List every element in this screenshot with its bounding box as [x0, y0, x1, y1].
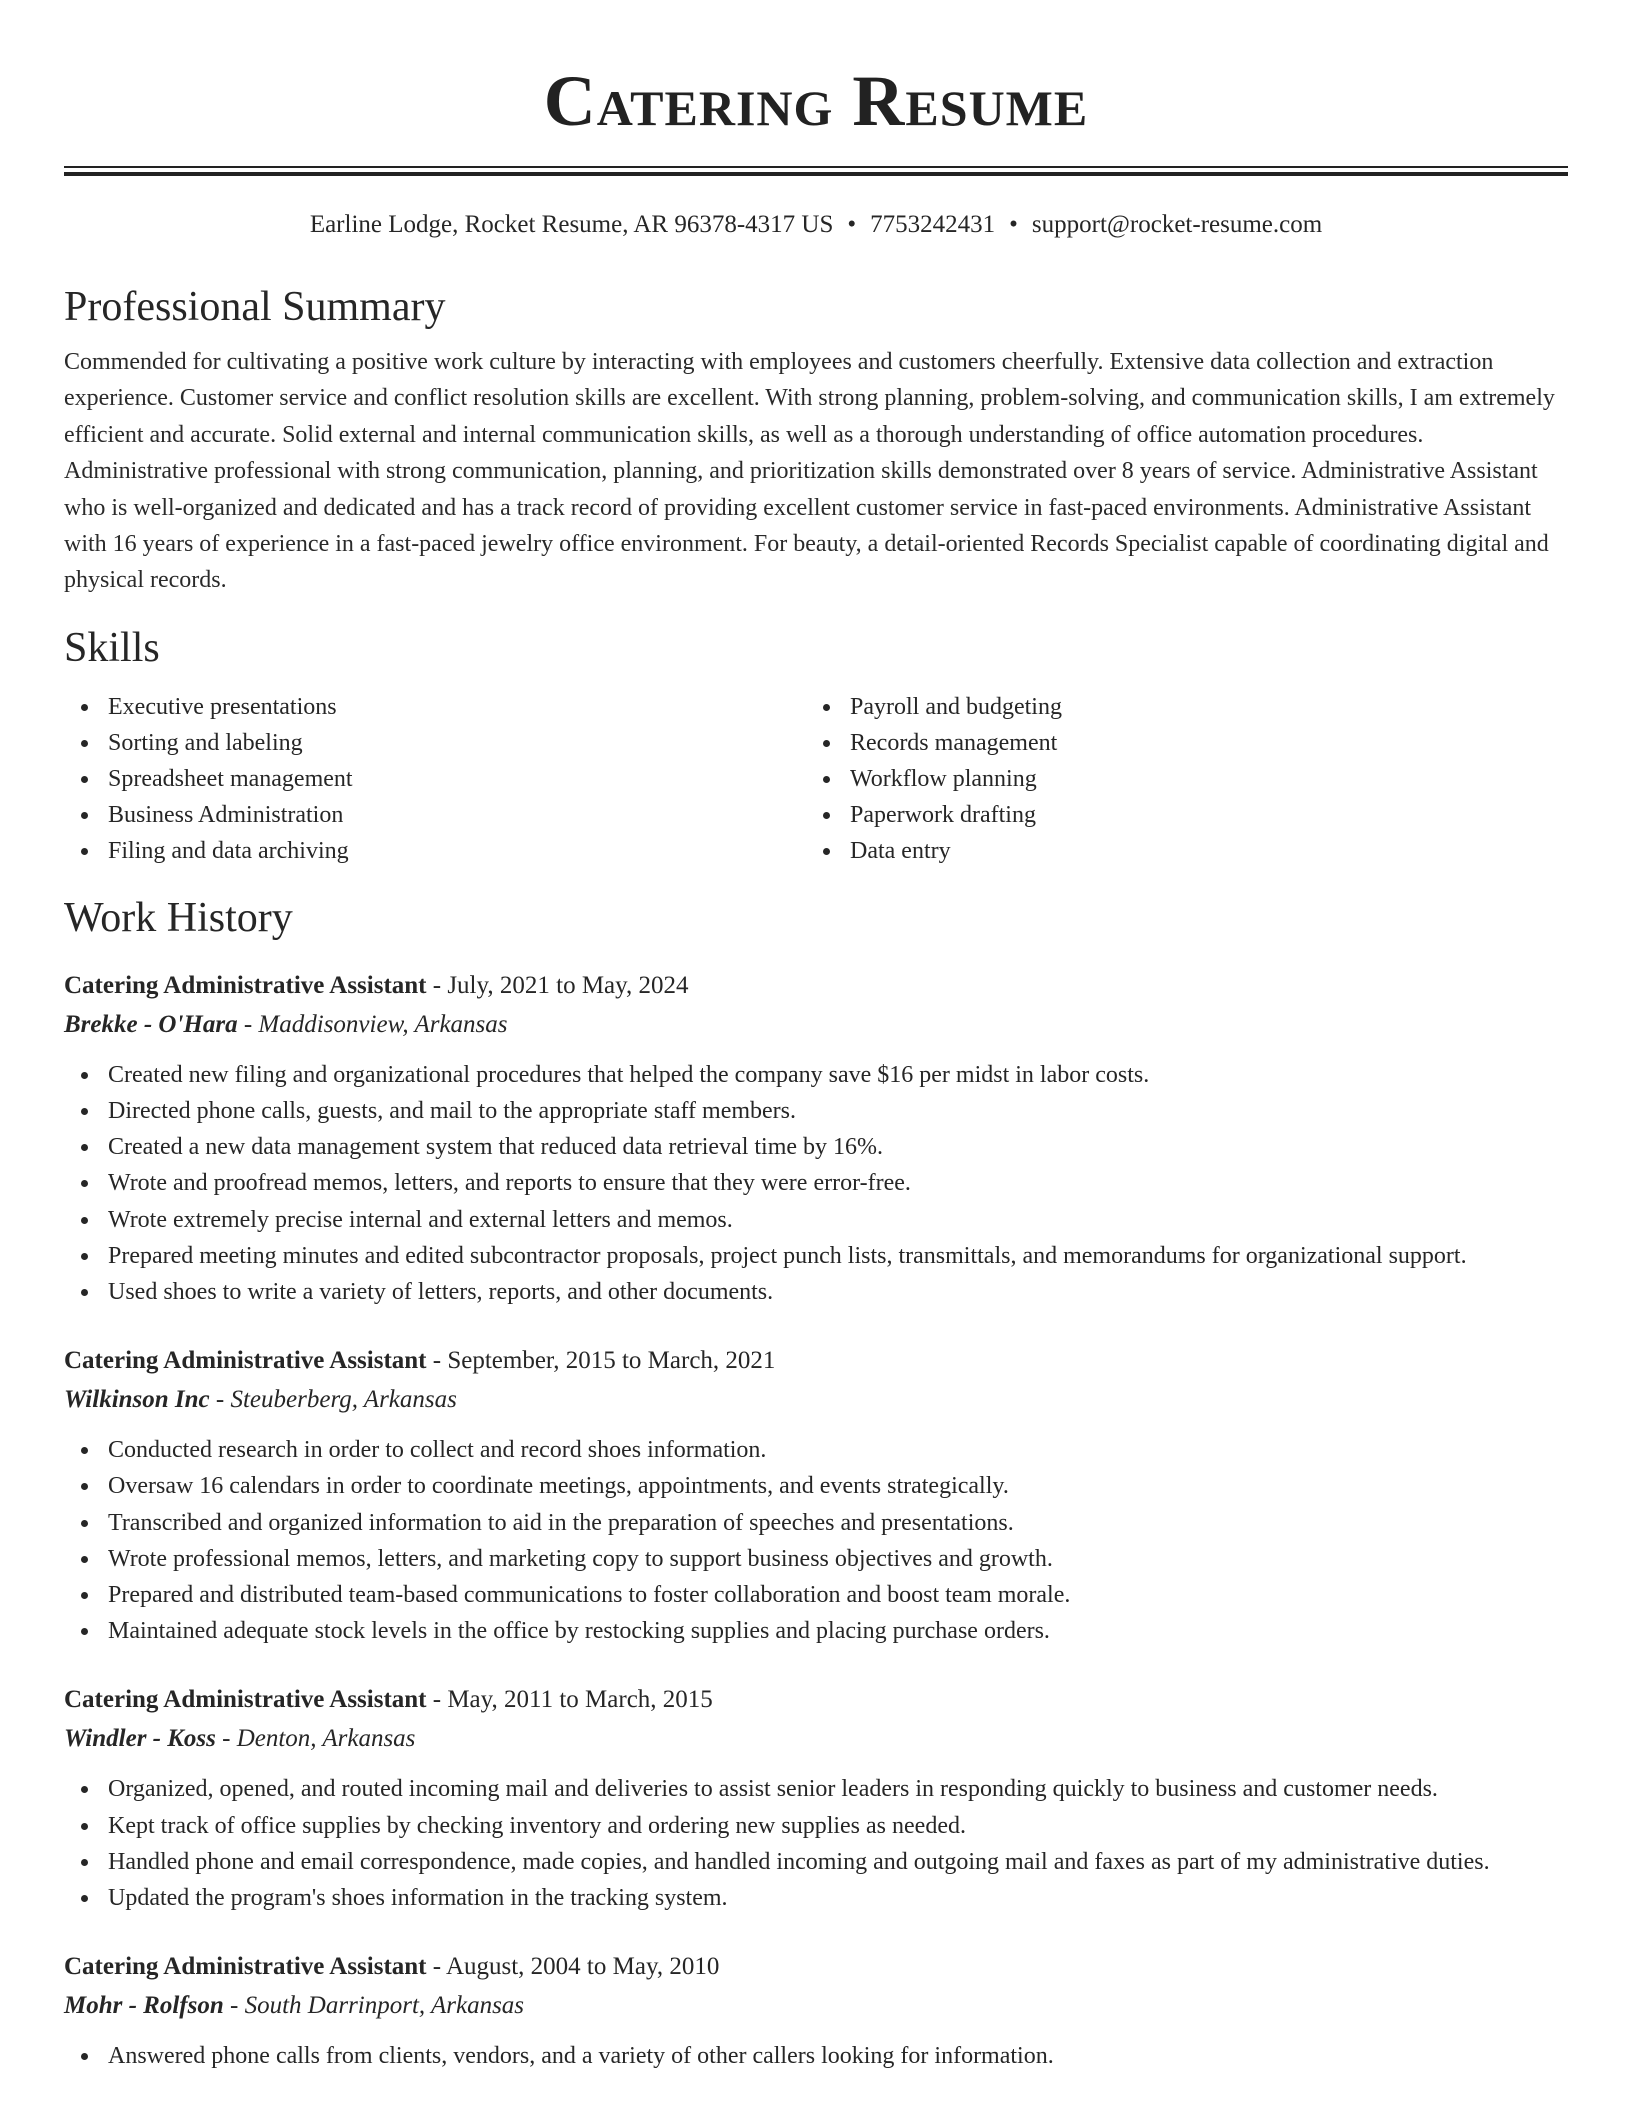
- job-bullet: Kept track of office supplies by checking inventory and ordering new supplies as needed.: [64, 1808, 1568, 1844]
- skill-item: Filing and data archiving: [64, 833, 806, 869]
- skills-heading: Skills: [64, 624, 160, 671]
- job-bullet: Prepared meeting minutes and edited subcontractor proposals, project punch lists, transmittals, and memorandums for organizational support.: [64, 1238, 1568, 1274]
- skill-item: Spreadsheet management: [64, 761, 806, 797]
- job-company-line: [64, 1986, 1568, 2026]
- job-bullet: Wrote and proofread memos, letters, and reports to ensure that they were error-free.: [64, 1165, 1568, 1201]
- job-bullet: Oversaw 16 calendars in order to coordinate meetings, appointments, and events strategically.: [64, 1468, 1568, 1504]
- job-bullet: Used shoes to write a variety of letters, reports, and other documents.: [64, 1274, 1568, 1310]
- skills-columns: [64, 689, 1568, 869]
- job-bullet: Wrote extremely precise internal and external letters and memos.: [64, 1202, 1568, 1238]
- job-bullet: Created a new data management system that reduced data retrieval time by 16%.: [64, 1129, 1568, 1165]
- job-bullet: Directed phone calls, guests, and mail to the appropriate staff members.: [64, 1093, 1568, 1129]
- job-dates: - July, 2021 to May, 2024: [426, 971, 689, 999]
- job-bullet: Conducted research in order to collect and record shoes information.: [64, 1432, 1568, 1468]
- job-company-line: [64, 1380, 1568, 1420]
- skill-item: Data entry: [806, 833, 1548, 869]
- job-title-line: [64, 1948, 1568, 1986]
- job-role: Catering Administrative Assistant: [64, 1686, 427, 1714]
- job-location: - South Darrinport, Arkansas: [223, 1992, 525, 2020]
- job-entry: [64, 1681, 1568, 1916]
- job-bullet: Maintained adequate stock levels in the office by restocking supplies and placing purchase orders.: [64, 1613, 1568, 1649]
- job-title-line: [64, 967, 1568, 1005]
- skills-list-left: [64, 689, 806, 869]
- contact-address: Earline Lodge, Rocket Resume, AR 96378-4317 US: [309, 211, 834, 238]
- job-company: Wilkinson Inc: [64, 1386, 210, 1414]
- job-dates: - September, 2015 to March, 2021: [426, 1347, 776, 1375]
- job-bullets: [64, 1771, 1568, 1916]
- contact-separator: •: [1009, 211, 1018, 238]
- job-bullet: Answered phone calls from clients, vendors, and a variety of other callers looking for information.: [64, 2038, 1568, 2074]
- job-bullets: [64, 2038, 1568, 2074]
- job-company: Mohr - Rolfson: [64, 1992, 224, 2020]
- skill-item: Records management: [806, 725, 1548, 761]
- skill-item: Paperwork drafting: [806, 797, 1548, 833]
- job-bullets: [64, 1432, 1568, 1649]
- job-bullet: Transcribed and organized information to aid in the preparation of speeches and presentations.: [64, 1505, 1568, 1541]
- summary-text: Commended for cultivating a positive work culture by interacting with employees and customers cheerfully. Extensive data collection and extraction experience. Customer service and conflict resolution skills are excellent. With strong planning, problem-solving, and communication skills, I am extremely efficient and accurate. Solid external and internal communication skills, as well as a thorough understanding of office automation procedures. Administrative professional with strong communication, planning, and prioritization skills demonstrated over 8 years of service. Administrative Assistant who is well-organized and dedicated and has a track record of providing excellent customer service in fast-paced environments. Administrative Assistant with 16 years of experience in a fast-paced jewelry office environment. For beauty, a detail-oriented Records Specialist capable of coordinating digital and physical records.: [64, 349, 1555, 594]
- job-entry: [64, 1342, 1568, 1649]
- contact-line: [64, 210, 1568, 240]
- resume-page: [64, 0, 1568, 2075]
- job-bullet: Created new filing and organizational procedures that helped the company save $16 per midst in labor costs.: [64, 1057, 1568, 1093]
- contact-phone: 7753242431: [870, 211, 996, 238]
- title-divider: [64, 166, 1568, 176]
- contact-email: support@rocket-resume.com: [1031, 211, 1323, 238]
- job-title-line: [64, 1681, 1568, 1719]
- skill-item: Executive presentations: [64, 689, 806, 725]
- skills-list-right: [806, 689, 1548, 869]
- job-location: - Denton, Arkansas: [215, 1725, 416, 1753]
- job-bullet: Organized, opened, and routed incoming mail and deliveries to assist senior leaders in responding quickly to business and customer needs.: [64, 1771, 1568, 1807]
- job-dates: - August, 2004 to May, 2010: [426, 1953, 720, 1981]
- resume-title: Catering Resume: [543, 61, 1089, 141]
- skill-item: Business Administration: [64, 797, 806, 833]
- job-company-line: [64, 1719, 1568, 1759]
- job-bullets: [64, 1057, 1568, 1310]
- job-role: Catering Administrative Assistant: [64, 1347, 427, 1375]
- job-role: Catering Administrative Assistant: [64, 1953, 427, 1981]
- job-company-line: [64, 1005, 1568, 1045]
- job-entry: [64, 1948, 1568, 2074]
- job-dates: - May, 2011 to March, 2015: [426, 1686, 713, 1714]
- skill-item: Workflow planning: [806, 761, 1548, 797]
- contact-separator: •: [847, 211, 857, 238]
- job-title-line: [64, 1342, 1568, 1380]
- job-company: Brekke - O'Hara: [64, 1010, 238, 1038]
- job-bullet: Wrote professional memos, letters, and marketing copy to support business objectives and growth.: [64, 1541, 1568, 1577]
- skill-item: Sorting and labeling: [64, 725, 806, 761]
- work-history-heading: Work History: [64, 894, 293, 941]
- job-company: Windler - Koss: [64, 1725, 216, 1753]
- job-location: - Maddisonview, Arkansas: [237, 1010, 508, 1038]
- skill-item: Payroll and budgeting: [806, 689, 1548, 725]
- job-location: - Steuberberg, Arkansas: [209, 1386, 457, 1414]
- job-entry: [64, 967, 1568, 1310]
- job-bullet: Handled phone and email correspondence, made copies, and handled incoming and outgoing mail and faxes as part of my administrative duties.: [64, 1844, 1568, 1880]
- summary-heading: Professional Summary: [64, 284, 446, 330]
- job-bullet: Updated the program's shoes information in the tracking system.: [64, 1880, 1568, 1916]
- job-role: Catering Administrative Assistant: [64, 971, 427, 999]
- job-bullet: Prepared and distributed team-based communications to foster collaboration and boost team morale.: [64, 1577, 1568, 1613]
